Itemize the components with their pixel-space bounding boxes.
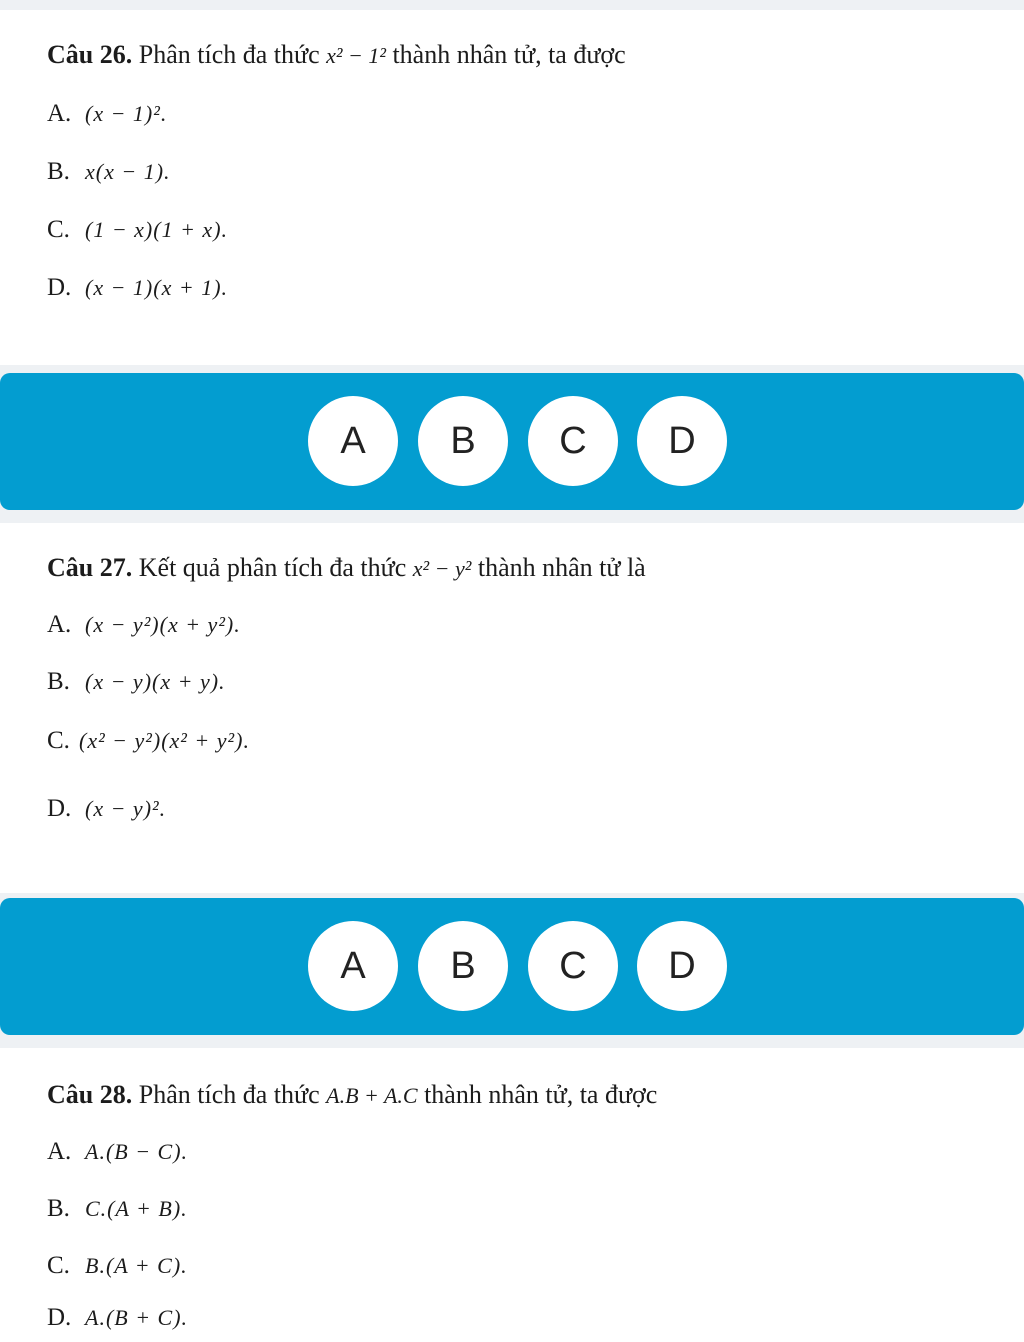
choice-c-button[interactable]: C bbox=[528, 396, 618, 486]
option-expression: A.(B + C). bbox=[85, 1305, 189, 1330]
option-a bbox=[47, 1138, 188, 1166]
option-a bbox=[47, 100, 167, 128]
question-number: Câu 27. bbox=[47, 553, 133, 582]
answer-choices-band bbox=[0, 373, 1024, 510]
option-expression: A.(B − C). bbox=[85, 1139, 189, 1164]
question-text-before: Phân tích đa thức bbox=[138, 40, 320, 69]
choice-a-button[interactable]: A bbox=[308, 921, 398, 1011]
option-expression: (x² − y²)(x² + y²). bbox=[79, 728, 250, 753]
option-c bbox=[47, 216, 228, 244]
choice-d-button[interactable]: D bbox=[637, 921, 727, 1011]
option-label: C. bbox=[47, 1252, 70, 1279]
question-card-27 bbox=[0, 523, 1024, 893]
option-label: D. bbox=[47, 795, 72, 822]
option-a bbox=[47, 611, 241, 639]
option-expression: (x − y)(x + y). bbox=[85, 669, 226, 694]
option-expression: (x − 1)(x + 1). bbox=[85, 275, 229, 300]
option-b bbox=[47, 1195, 188, 1223]
question-expression: x² − y² bbox=[412, 556, 472, 581]
option-label: A. bbox=[47, 100, 72, 127]
choice-c-button[interactable]: C bbox=[528, 921, 618, 1011]
option-label: A. bbox=[47, 1138, 72, 1165]
option-b bbox=[47, 158, 171, 186]
option-label: C. bbox=[47, 727, 70, 754]
choice-d-button[interactable]: D bbox=[637, 396, 727, 486]
option-label: D. bbox=[47, 274, 72, 301]
question-card-26 bbox=[0, 10, 1024, 365]
option-expression: (1 − x)(1 + x). bbox=[85, 217, 229, 242]
question-text-before: Kết quả phân tích đa thức bbox=[138, 553, 407, 582]
option-d bbox=[47, 795, 166, 823]
option-b bbox=[47, 668, 226, 696]
question-card-28 bbox=[0, 1048, 1024, 1342]
question-expression: x² − 1² bbox=[326, 43, 386, 68]
choice-a-button[interactable]: A bbox=[308, 396, 398, 486]
question-number: Câu 26. bbox=[47, 40, 133, 69]
option-label: B. bbox=[47, 158, 70, 185]
question-number: Câu 28. bbox=[47, 1080, 133, 1109]
option-expression: x(x − 1). bbox=[85, 159, 171, 184]
question-text-after: thành nhân tử, ta được bbox=[392, 40, 626, 69]
option-expression: (x − 1)². bbox=[85, 101, 168, 126]
option-label: A. bbox=[47, 611, 72, 638]
question-text-before: Phân tích đa thức bbox=[138, 1080, 320, 1109]
choice-b-button[interactable]: B bbox=[418, 396, 508, 486]
question-title bbox=[47, 1080, 657, 1110]
question-title bbox=[47, 40, 626, 70]
option-d bbox=[47, 274, 228, 302]
question-title bbox=[47, 553, 646, 583]
option-c bbox=[47, 727, 250, 755]
option-expression: (x − y²)(x + y²). bbox=[85, 612, 241, 637]
option-label: B. bbox=[47, 1195, 70, 1222]
choice-b-button[interactable]: B bbox=[418, 921, 508, 1011]
option-label: D. bbox=[47, 1304, 72, 1331]
option-label: C. bbox=[47, 216, 70, 243]
option-expression: B.(A + C). bbox=[85, 1253, 188, 1278]
answer-choices-band bbox=[0, 898, 1024, 1035]
option-expression: (x − y)². bbox=[85, 796, 167, 821]
option-expression: C.(A + B). bbox=[85, 1196, 188, 1221]
option-label: B. bbox=[47, 668, 70, 695]
question-text-after: thành nhân tử, ta được bbox=[424, 1080, 658, 1109]
question-expression: A.B + A.C bbox=[326, 1083, 418, 1108]
question-text-after: thành nhân tử là bbox=[477, 553, 646, 582]
option-d bbox=[47, 1304, 188, 1332]
option-c bbox=[47, 1252, 188, 1280]
